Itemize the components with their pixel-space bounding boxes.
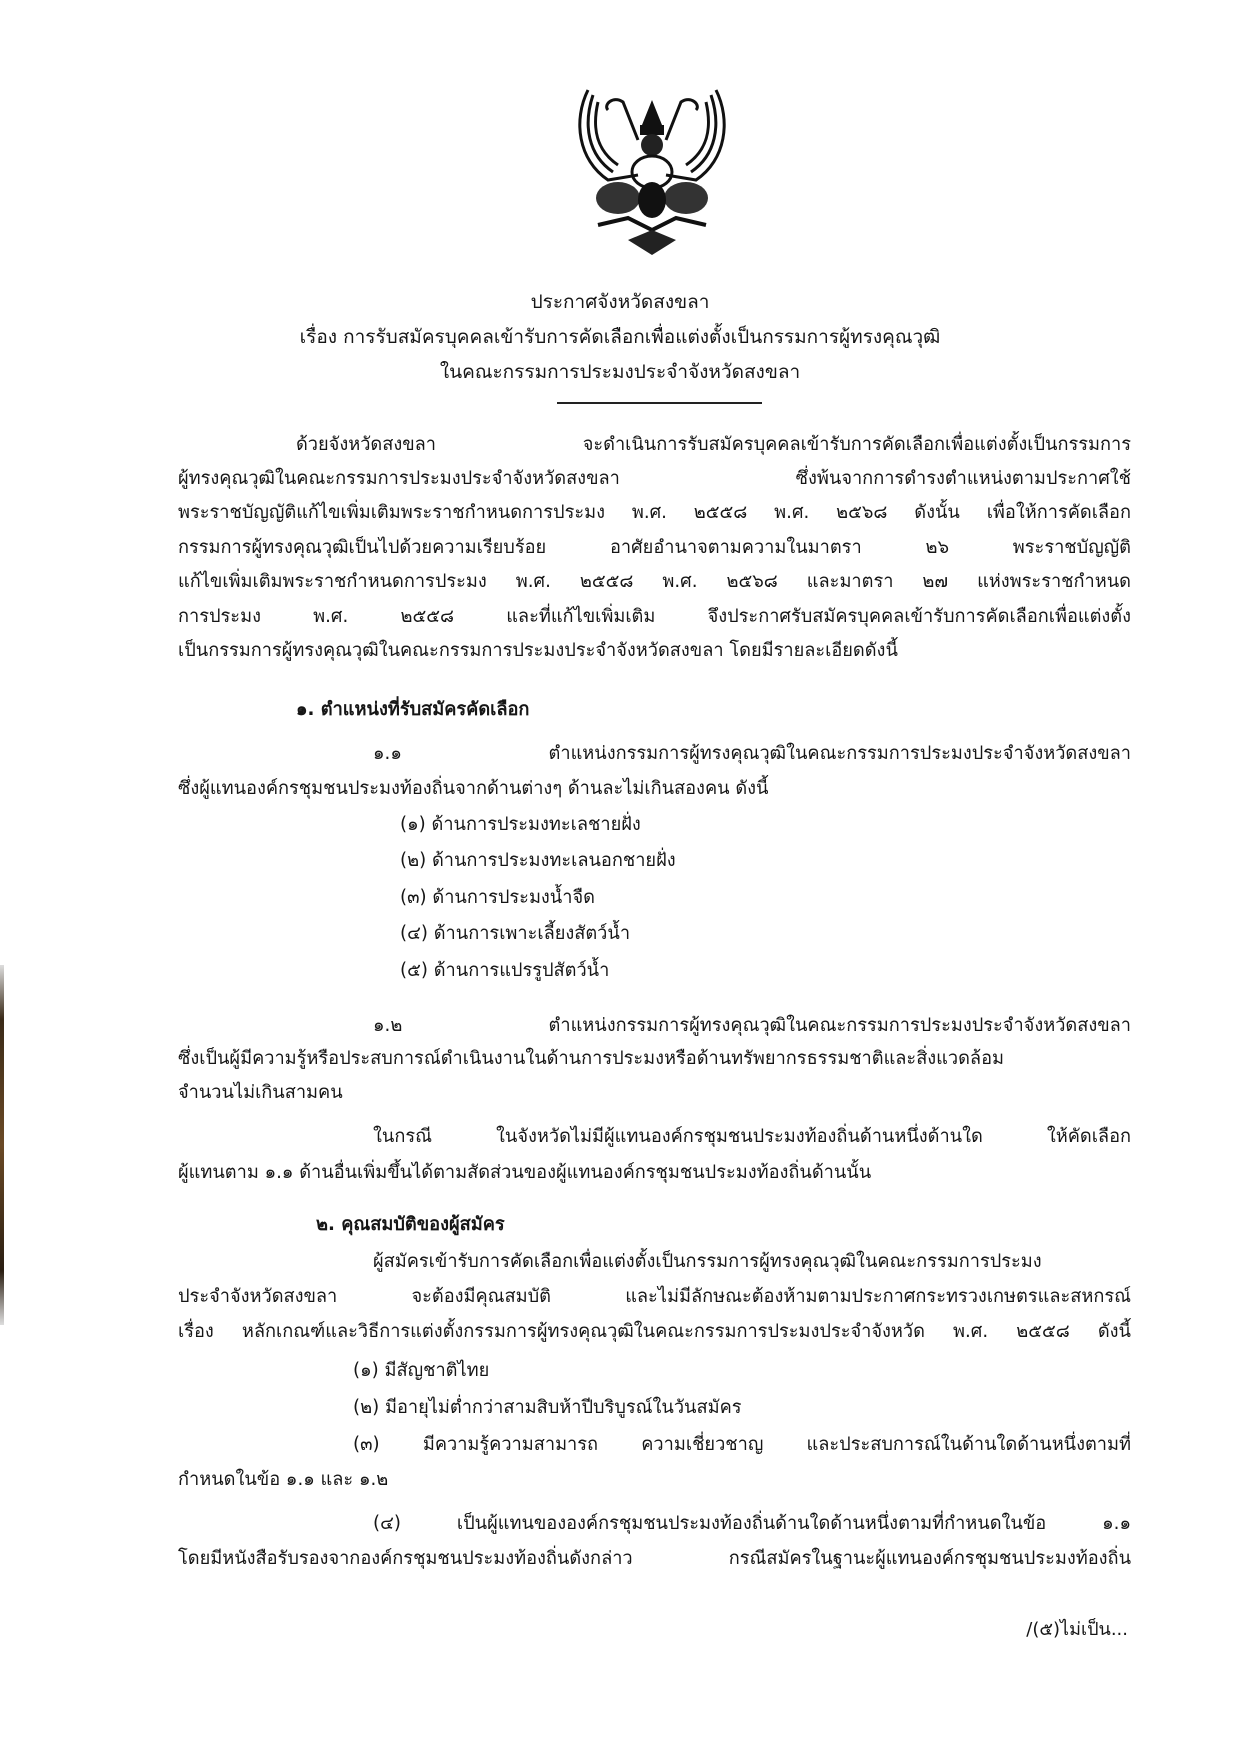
sublist-item: (๓) ด้านการประมงน้ำจืด (400, 887, 595, 908)
title-divider (557, 402, 762, 404)
note-line: ผู้แทนตาม ๑.๑ ด้านอื่นเพิ่มขึ้นได้ตามสัดส่วนของผู้แทนองค์กรชุมชนประมงท้องถิ่นด้านนั้น (178, 1162, 872, 1183)
section-1-heading: ๑. ตำแหน่งที่รับสมัครคัดเลือก (296, 699, 530, 720)
sublist-item: (๑) ด้านการประมงทะเลชายฝั่ง (400, 814, 641, 835)
sublist-item: (๕) ด้านการแปรรูปสัตว์น้ำ (400, 960, 610, 981)
section-2-intro-line: ประจำจังหวัดสงขลา จะต้องมีคุณสมบัติ และไม่มีลักษณะต้องห้ามตามประกาศกระทรวงเกษตรและสหกรณ์ (178, 1286, 1131, 1307)
qualification-item: (๓) มีความรู้ความสามารถ ความเชี่ยวชาญ และประสบการณ์ในด้านใดด้านหนึ่งตามที่ (353, 1434, 1131, 1455)
section-2-intro-line: เรื่อง หลักเกณฑ์และวิธีการแต่งตั้งกรรมการผู้ทรงคุณวุฒิในคณะกรรมการประมงประจำจังหวัด พ.ศ. ๒๕๕๘ ดังนี้ (178, 1321, 1131, 1342)
item-1-2-line: ซึ่งเป็นผู้มีความรู้หรือประสบการณ์ดำเนินงานในด้านการประมงหรือด้านทรัพยากรธรรมชาติและสิ่งแวดล้อม (178, 1048, 1004, 1069)
item-1-1-line: ซึ่งผู้แทนองค์กรชุมชนประมงท้องถิ่นจากด้านต่างๆ ด้านละไม่เกินสองคน ดังนี้ (178, 778, 769, 799)
qualification-item: (๑) มีสัญชาติไทย (353, 1360, 490, 1381)
garuda-emblem-icon (568, 80, 736, 260)
item-1-2-line: จำนวนไม่เกินสามคน (178, 1082, 343, 1103)
intro-line: พระราชบัญญัติแก้ไขเพิ่มเติมพระราชกำหนดการประมง พ.ศ. ๒๕๕๘ พ.ศ. ๒๕๖๘ ดังนั้น เพื่อให้การคัดเลือก (178, 502, 1131, 523)
note-line: ในกรณี ในจังหวัดไม่มีผู้แทนองค์กรชุมชนประมงท้องถิ่นด้านหนึ่งด้านใด ให้คัดเลือก (373, 1126, 1131, 1147)
scan-edge-artifact (0, 965, 4, 1325)
section-2-heading: ๒. คุณสมบัติของผู้สมัคร (316, 1214, 505, 1235)
intro-line: การประมง พ.ศ. ๒๕๕๘ และที่แก้ไขเพิ่มเติม จึงประกาศรับสมัครบุคคลเข้ารับการคัดเลือกเพื่อแต่งตั้ง (178, 606, 1131, 627)
qualification-item-cont: โดยมีหนังสือรับรองจากองค์กรชุมชนประมงท้องถิ่นดังกล่าว กรณีสมัครในฐานะผู้แทนองค์กรชุมชนประมงท้องถิ่น (178, 1548, 1131, 1569)
intro-line: ผู้ทรงคุณวุฒิในคณะกรรมการประมงประจำจังหวัดสงขลา ซึ่งพ้นจากการดำรงตำแหน่งตามประกาศใช้ (178, 468, 1131, 489)
sublist-item: (๔) ด้านการเพาะเลี้ยงสัตว์น้ำ (400, 923, 631, 944)
announcement-subject: เรื่อง การรับสมัครบุคคลเข้ารับการคัดเลือกเพื่อแต่งตั้งเป็นกรรมการผู้ทรงคุณวุฒิ (299, 326, 941, 348)
intro-line: แก้ไขเพิ่มเติมพระราชกำหนดการประมง พ.ศ. ๒๕๕๘ พ.ศ. ๒๕๖๘ และมาตรา ๒๗ แห่งพระราชกำหนด (178, 571, 1131, 592)
intro-line: กรรมการผู้ทรงคุณวุฒิเป็นไปด้วยความเรียบร้อย อาศัยอำนาจตามความในมาตรา ๒๖ พระราชบัญญัติ (178, 537, 1131, 558)
sublist-item: (๒) ด้านการประมงทะเลนอกชายฝั่ง (400, 850, 676, 871)
announcement-subject-cont: ในคณะกรรมการประมงประจำจังหวัดสงขลา (439, 361, 801, 383)
qualification-item-cont: กำหนดในข้อ ๑.๑ และ ๑.๒ (178, 1469, 389, 1490)
intro-line: ด้วยจังหวัดสงขลา จะดำเนินการรับสมัครบุคคลเข้ารับการคัดเลือกเพื่อแต่งตั้งเป็นกรรมการ (296, 434, 1131, 455)
announcement-title: ประกาศจังหวัดสงขลา (530, 291, 710, 313)
page-continuation: /(๕)ไม่เป็น... (1026, 1619, 1128, 1640)
qualification-item: (๒) มีอายุไม่ต่ำกว่าสามสิบห้าปีบริบูรณ์ในวันสมัคร (353, 1397, 742, 1418)
item-1-2-line: ๑.๒ ตำแหน่งกรรมการผู้ทรงคุณวุฒิในคณะกรรมการประมงประจำจังหวัดสงขลา (373, 1015, 1131, 1036)
intro-line: เป็นกรรมการผู้ทรงคุณวุฒิในคณะกรรมการประมงประจำจังหวัดสงขลา โดยมีรายละเอียดดังนี้ (178, 640, 898, 661)
qualification-item: (๔) เป็นผู้แทนขององค์กรชุมชนประมงท้องถิ่นด้านใดด้านหนึ่งตามที่กำหนดในข้อ ๑.๑ (373, 1513, 1131, 1534)
item-1-1-line: ๑.๑ ตำแหน่งกรรมการผู้ทรงคุณวุฒิในคณะกรรมการประมงประจำจังหวัดสงขลา (373, 743, 1131, 764)
section-2-intro-line: ผู้สมัครเข้ารับการคัดเลือกเพื่อแต่งตั้งเป็นกรรมการผู้ทรงคุณวุฒิในคณะกรรมการประมง (373, 1251, 1042, 1272)
